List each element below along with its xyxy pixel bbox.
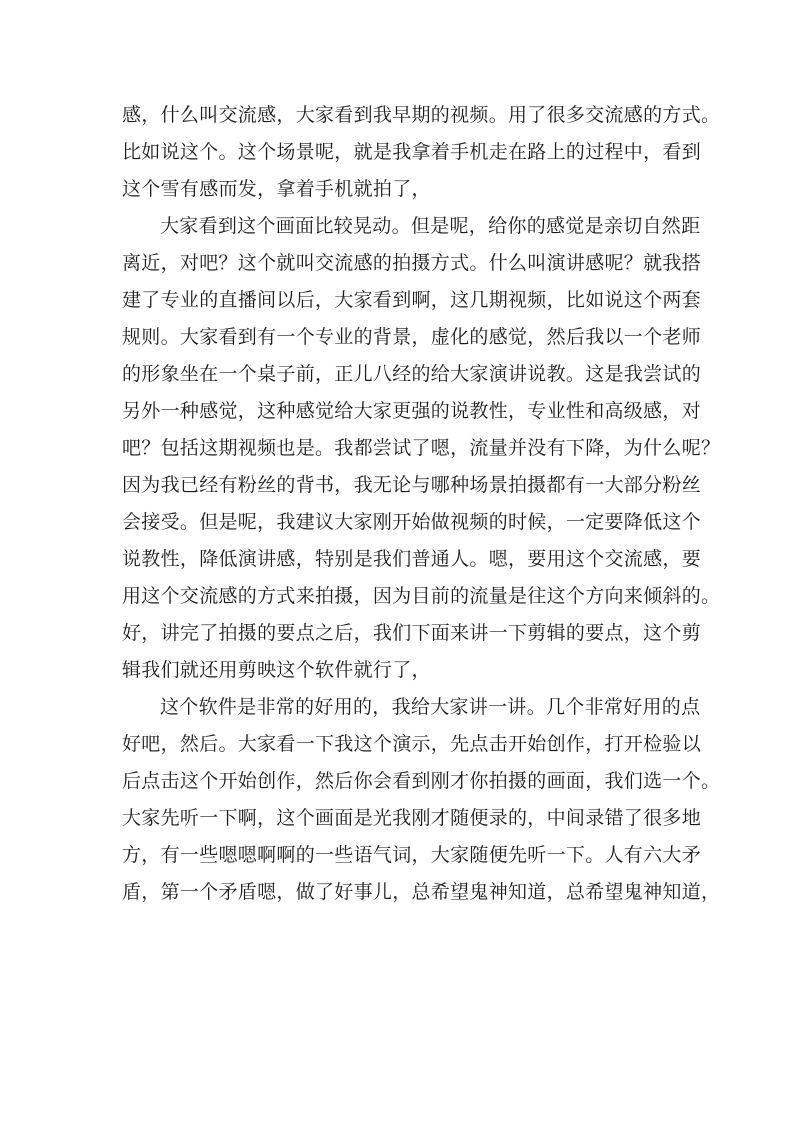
text-line: 离近，对吧？这个就叫交流感的拍摄方式。什么叫演讲感呢？就我搭 [122,252,702,274]
text-line: 会接受。但是呢，我建议大家刚开始做视频的时候，一定要降低这个 [122,511,702,533]
text-line: 比如说这个。这个场景呢，就是我拿着手机走在路上的过程中，看到 [122,141,702,163]
text-line: 这个雪有感而发，拿着手机就拍了， [122,178,431,200]
text-line: 大家看到这个画面比较晃动。但是呢，给你的感觉是亲切自然距 [160,215,701,237]
text-line: 盾，第一个矛盾嗯，做了好事儿，总希望鬼神知道，总希望鬼神知道， [122,881,721,903]
text-line: 用这个交流感的方式来拍摄，因为目前的流量是往这个方向来倾斜的。 [122,585,721,607]
text-line: 另外一种感觉，这种感觉给大家更强的说教性，专业性和高级感，对 [122,400,702,422]
text-line: 好，讲完了拍摄的要点之后，我们下面来讲一下剪辑的要点，这个剪 [122,622,702,644]
text-line: 规则。大家看到有一个专业的背景，虚化的感觉，然后我以一个老师 [122,326,702,348]
text-line: 吧？包括这期视频也是。我都尝试了嗯，流量并没有下降，为什么呢？ [122,437,721,459]
text-line: 的形象坐在一个桌子前，正儿八经的给大家演讲说教。这是我尝试的 [122,363,702,385]
text-line: 方，有一些嗯嗯啊啊的一些语气词，大家随便先听一下。人有六大矛 [122,844,702,866]
text-line: 建了专业的直播间以后，大家看到啊，这几期视频，比如说这个两套 [122,289,702,311]
text-line: 这个软件是非常的好用的，我给大家讲一讲。几个非常好用的点 [160,696,701,718]
body-text [122,97,721,911]
text-line: 说教性，降低演讲感，特别是我们普通人。嗯，要用这个交流感，要 [122,548,702,570]
text-line: 大家先听一下啊，这个画面是光我刚才随便录的，中间录错了很多地 [122,807,702,829]
text-line: 后点击这个开始创作，然后你会看到刚才你拍摄的画面，我们选一个。 [122,770,721,792]
text-line: 好吧，然后。大家看一下我这个演示，先点击开始创作，打开检验以 [122,733,702,755]
text-line: 辑我们就还用剪映这个软件就行了， [122,659,431,681]
text-line: 感，什么叫交流感，大家看到我早期的视频。用了很多交流感的方式。 [122,104,721,126]
text-line: 因为我已经有粉丝的背书，我无论与哪种场景拍摄都有一大部分粉丝 [122,474,702,496]
